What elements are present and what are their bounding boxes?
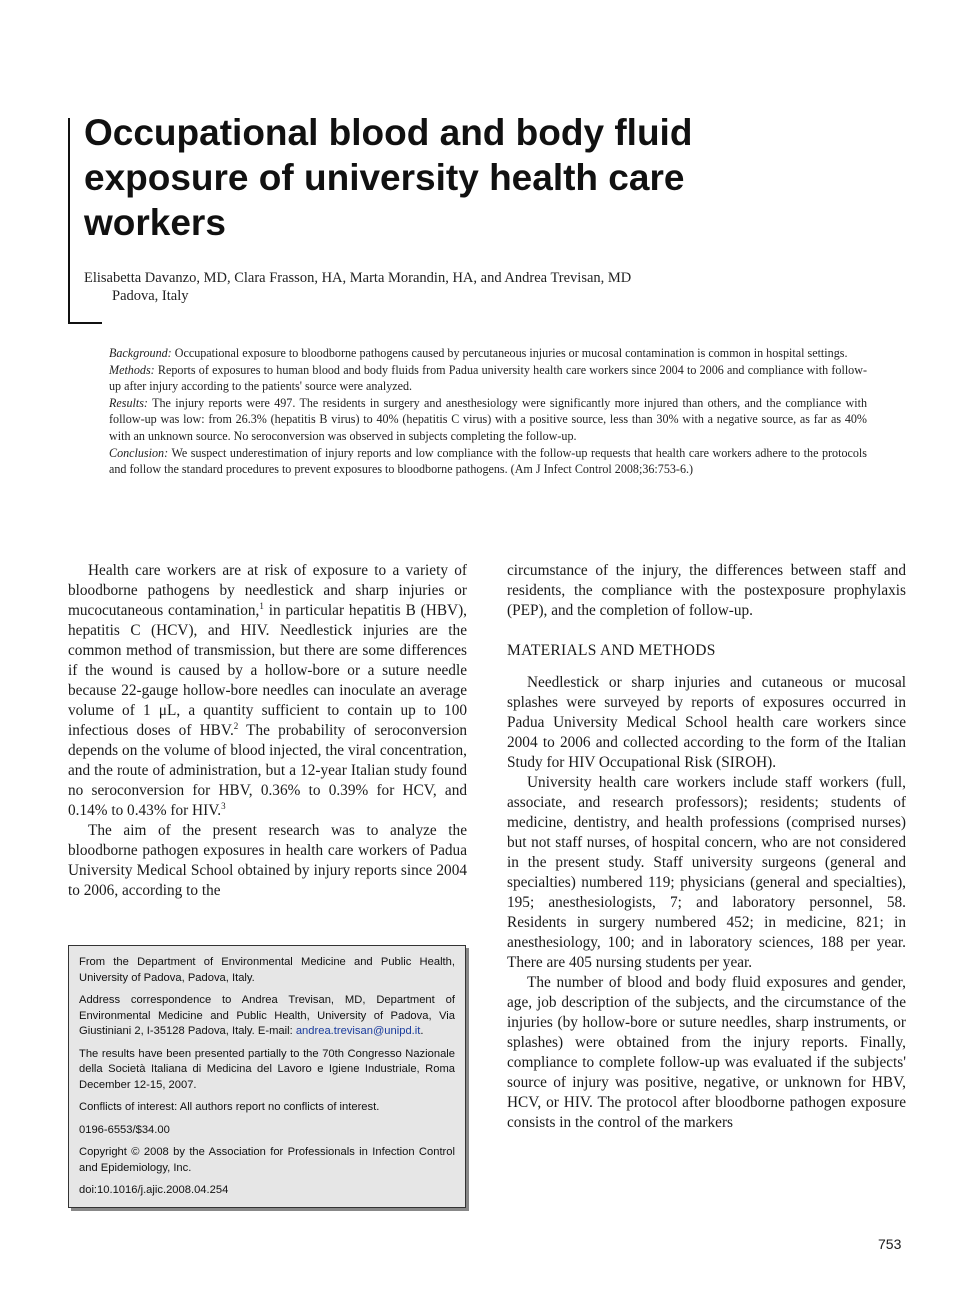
abstract-background-text: Occupational exposure to bloodborne pathogens caused by percutaneous injuries or mucosal contamination is common in hospital settings. bbox=[174, 346, 848, 360]
abstract-conclusion bbox=[109, 445, 867, 478]
section-heading-materials-methods: MATERIALS AND METHODS bbox=[507, 642, 716, 659]
body-column-left bbox=[68, 561, 467, 901]
abstract-conclusion-label: Conclusion: bbox=[109, 445, 169, 460]
info-presented: The results have been presented partially to the 70th Congresso Nazionale della Società Italiana di Medicina del Lavoro e Igiene Industriale, Roma December 12-15, 2007. bbox=[79, 1047, 455, 1091]
abstract-background-label: Background: bbox=[109, 346, 172, 360]
abstract bbox=[109, 345, 867, 478]
reference-1[interactable]: 1 bbox=[259, 600, 264, 611]
abstract-results-label: Results: bbox=[109, 395, 148, 410]
intro-text-part-1: Health care workers are at risk of exposure to a variety of bloodborne pathogens by needlestick and sharp injuries or mucocutaneous contamination, bbox=[68, 562, 467, 619]
author-location: Padova, Italy bbox=[112, 288, 189, 304]
email-link[interactable]: andrea.trevisan@unipd.it bbox=[295, 1025, 421, 1037]
author-list: Elisabetta Davanzo, MD, Clara Frasson, HA, Marta Morandin, HA, and Andrea Trevisan, MD bbox=[84, 270, 632, 286]
aim-paragraph: The aim of the present research was to analyze the bloodborne pathogen exposures in health care workers of Padua University Medical School obtained by injury reports since 2004 to 2006, according to the bbox=[68, 822, 467, 899]
intro-text-part-2: in particular hepatitis B (HBV), hepatitis C (HCV), and HIV. Needlestick injuries are the common method of transmission, but there are some differences if the wound is caused by a hollow-bore or a suture needle because 22-gauge hollow-bore needles can inoculate an average volume of 1 μL, a quantity sufficient to contain up to 100 infectious doses of HBV. bbox=[68, 602, 467, 739]
intro-text-part-3: The probability of seroconversion depends on the volume of blood injected, the viral concentration, and the route of administration, but a 12-year Italian study found no seroconversion for HBV, 0.36% to 0.39% for HCV, and 0.14% to 0.43% for HIV. bbox=[68, 722, 467, 819]
info-doi[interactable]: doi:10.1016/j.ajic.2008.04.254 bbox=[79, 1184, 229, 1196]
info-correspondence-trail: . bbox=[420, 1025, 424, 1037]
info-copyright: Copyright © 2008 by the Association for Professionals in Infection Control and Epidemiology, Inc. bbox=[79, 1146, 455, 1174]
reference-3[interactable]: 3 bbox=[221, 800, 226, 811]
abstract-results bbox=[109, 395, 867, 445]
article-info-box bbox=[68, 945, 466, 1208]
methods-paragraph-1: Needlestick or sharp injuries and cutaneous or mucosal splashes were surveyed by reports of exposures occurred in Padua University Medical School health care workers since 2004 to 2006 and collected according to the form of the Italian Study for HIV Occupational Risk (SIROH). bbox=[507, 674, 906, 771]
abstract-methods-label: Methods: bbox=[109, 362, 155, 377]
abstract-results-text: The injury reports were 497. The residents in surgery and anesthesiology were significantly more injured than others, and the compliance with follow-up was low: from 26.3% (hepatitis B virus) to 40% (hepatitis C virus) with a positive source, less than 30% with a negative source, as far as 40% with an unknown source. No seroconversion was observed in subjects completing the follow-up. bbox=[109, 395, 867, 443]
aim-paragraph-continued: circumstance of the injury, the differences between staff and residents, the compliance with the postexposure prophylaxis (PEP), and the completion of follow-up. bbox=[507, 562, 906, 619]
info-issn: 0196-6553/$34.00 bbox=[79, 1123, 170, 1136]
abstract-methods bbox=[109, 362, 867, 395]
abstract-background bbox=[109, 345, 867, 362]
methods-paragraph-2: University health care workers include staff workers (full, associate, and research professors); residents; students of medicine, dentistry, and health professions (comprised nurses) but not staff nurses, of hospital concern, who are not considered in the present study. Staff university surgeons (general and specialties) numbered 119; physicians (general and specialties), 195; anesthesiologists, 7; and laboratory personnel, 58. Residents in surgery numbered 452; in medicine, 821; in anesthesiology, 100; and in laboratory sciences, 188 per year. There are 405 nursing students per year. bbox=[507, 774, 906, 971]
info-correspondence bbox=[79, 993, 455, 1040]
reference-2[interactable]: 2 bbox=[233, 720, 239, 731]
page-number: 753 bbox=[878, 1236, 902, 1252]
info-correspondence-text: Address correspondence to Andrea Trevisan, MD, Department of Environmental Medicine and Public Health, University of Padova, Via Giustiniani 2, I-35128 Padova, Italy. E-mail: bbox=[79, 994, 455, 1037]
abstract-conclusion-text: We suspect underestimation of injury reports and low compliance with the follow-up requests that health care workers adhere to the protocols and follow the standard procedures to prevent exposures to bloodborne pathogens. (Am J Infect Control 2008;36:753-6.) bbox=[109, 445, 867, 477]
intro-paragraph bbox=[68, 561, 467, 821]
abstract-methods-text: Reports of exposures to human blood and body fluids from Padua university health care workers since 2004 to 2006 and compliance with follow-up after injury according to the patients' source were analyzed. bbox=[109, 362, 867, 394]
info-department: From the Department of Environmental Medicine and Public Health, University of Padova, Padova, Italy. bbox=[79, 956, 455, 984]
body-column-right bbox=[507, 561, 906, 1133]
article-title: Occupational blood and body fluid exposure of university health care workers bbox=[84, 112, 693, 243]
author-block bbox=[84, 269, 844, 305]
info-conflicts: Conflicts of interest: All authors report no conflicts of interest. bbox=[79, 1101, 380, 1113]
methods-paragraph-3: The number of blood and body fluid exposures and gender, age, job description of the subjects, and the circumstance of the injuries (by hollow-bore or suture needles, sharp instruments, or splashes) were obtained from the injury reports. Finally, compliance to complete follow-up was evaluated if the subjects' source of injury was positive, negative, or unknown for HBV, HCV, or HIV. The protocol after bloodborne pathogen exposure consists in the control of the markers bbox=[507, 974, 906, 1131]
